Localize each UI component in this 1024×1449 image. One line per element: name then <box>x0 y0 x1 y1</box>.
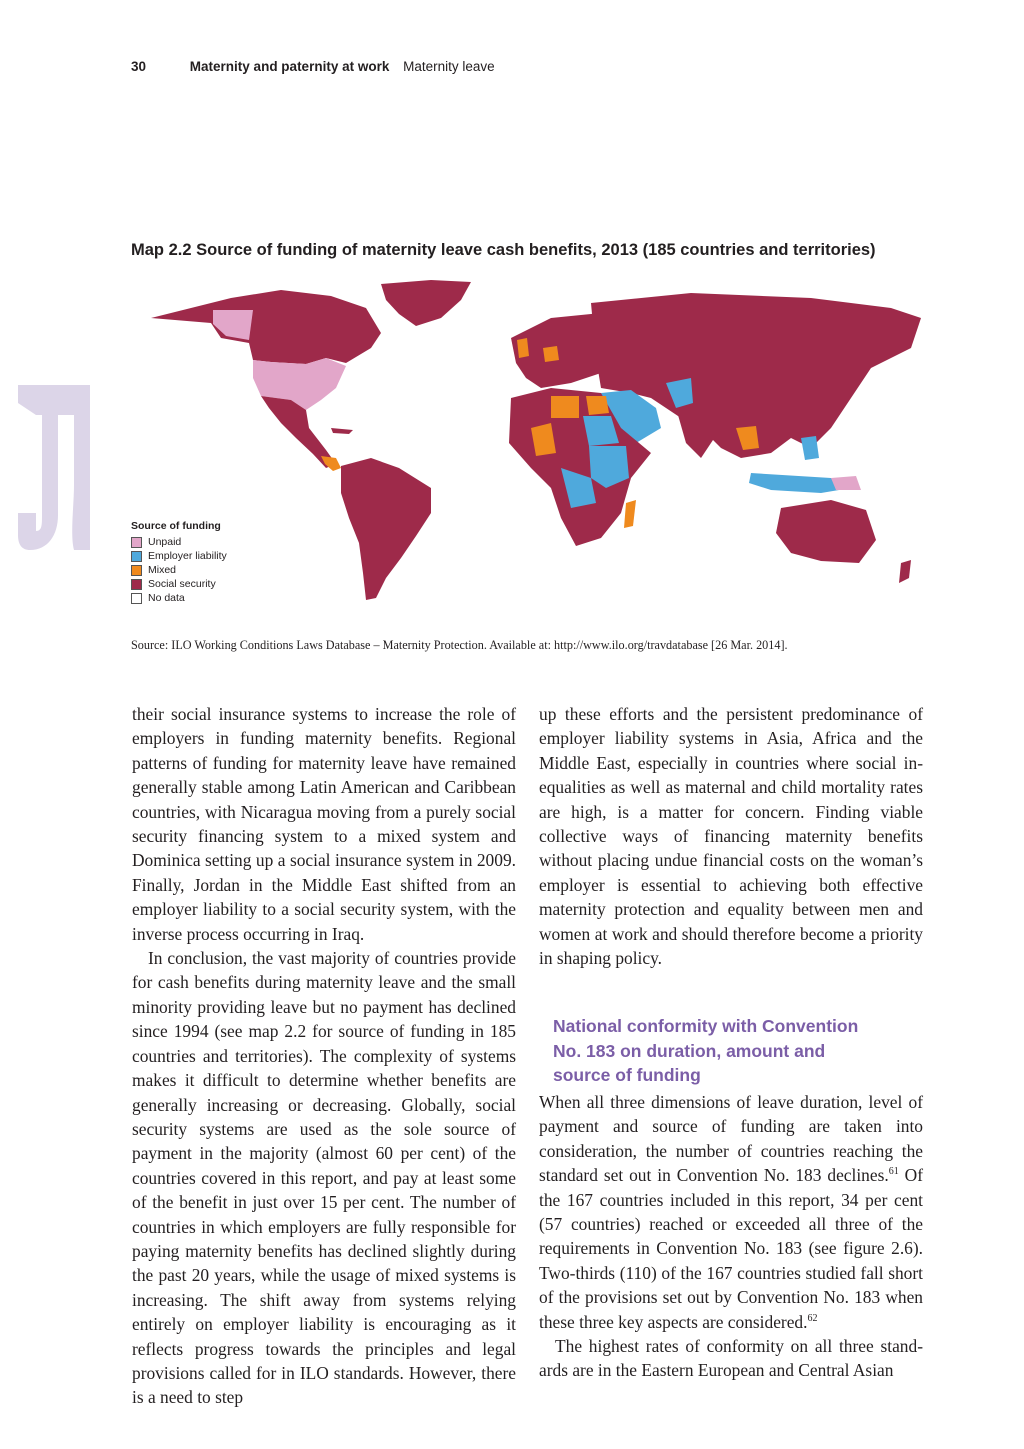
region-madagascar <box>624 500 636 528</box>
paragraph-text: When all three dimensions of leave duration, level of payment and source of funding are taken into consideration, the number of countries reaching the standard set out in Convention No. 183 declines. <box>539 1092 923 1186</box>
region-south-america <box>341 458 431 600</box>
body-column-right-lower <box>539 1090 923 1383</box>
legend-swatch <box>131 579 142 590</box>
legend-item-unpaid <box>131 535 227 549</box>
chapter-number-glyph <box>18 385 90 550</box>
body-paragraph: their social insurance systems to increase the role of employers in funding maternity benefits. Regional patterns of funding for maternity leave have remained generally stable among Latin American and Caribbean countries, with Nicaragua moving from a purely social security financing system to a mixed system and Dominica setting up a social insurance system in 2009. Finally, Jordan in the Middle East shifted from an employer liability to a social security system, with the inverse process occurring in Iraq. <box>132 704 516 944</box>
region-canada <box>151 290 381 364</box>
legend-swatch <box>131 593 142 604</box>
map-source-note: Source: ILO Working Conditions Laws Database – Maternity Protection. Available at: http://www.ilo.org/travdatabase [26 Mar. 2014]. <box>131 638 788 652</box>
region-germany <box>543 346 559 362</box>
footnote-ref[interactable]: 62 <box>807 1312 818 1324</box>
body-paragraph: The highest rates of conformity on all three standards are in the Eastern European and Central Asian <box>539 1336 923 1381</box>
legend-swatch <box>131 537 142 548</box>
body-paragraph: up these efforts and the persistent predominance of employer liability systems in Asia, Africa and the Middle East, especially in countries where social inequalities as well as maternal and child mortality rates are high, is a matter for concern. Finding viable collective ways of financing maternity benefits without placing undue financial costs on the woman’s employer is essential to achieving both effective maternity protection and equality between men and women at work and should therefore become a priority in shaping policy. <box>539 704 923 969</box>
footnote-ref[interactable]: 61 <box>888 1166 899 1178</box>
body-paragraph: In conclusion, the vast majority of countries provide for cash benefits during maternity leave and the small minority providing leave but no payment has declined since 1994 (see map 2.2 for source of funding in 185 countries and territories). The complexity of systems makes it difficult to determine whether benefits are generally increasing or decreasing. Globally, social security systems are used as the sole source of payment in the majority (almost 60 per cent) of the countries covered in this report, and pay at least some of the benefit in just over 15 per cent. The number of countries in which employers are fully responsible for paying maternity benefits has declined slightly during the past 20 years, while the usage of mixed systems is increasing. The shift away from systems relying entirely on employer liability is encouraging as it reflects progress towards the principles and legal provisions called for in ILO standards. However, there is a need to step <box>132 948 516 1408</box>
legend-item-no-data <box>131 591 227 605</box>
legend-item-employer-liability <box>131 549 227 563</box>
legend-label: Social security <box>148 578 216 590</box>
legend-title: Source of funding <box>131 520 221 532</box>
paragraph-text: Of the 167 countries included in this report, 34 per cent (57 countries) reached or exceeded all three of the requirements in Convention No. 183 (see figure 2.6). Two-thirds (110) of the 167 countries studied fall short of the provisions set out by Convention No. 183 when these three key aspects are considered. <box>539 1165 923 1332</box>
legend-label: Mixed <box>148 564 177 576</box>
region-libya-mixed <box>551 396 579 418</box>
region-india <box>676 403 721 458</box>
region-philippines <box>801 436 819 460</box>
legend-item-mixed <box>131 563 227 577</box>
world-map-graphic <box>131 278 924 613</box>
region-cuba <box>331 428 353 434</box>
legend-item-social-security <box>131 577 227 591</box>
legend-swatch <box>131 565 142 576</box>
region-png <box>831 476 861 490</box>
running-head <box>131 59 495 79</box>
legend-swatch <box>131 551 142 562</box>
section-heading: National conformity with Convention No. 183 on duration, amount and source of funding <box>553 1016 859 1085</box>
region-australia <box>776 500 876 563</box>
legend-label: Employer liability <box>148 550 227 562</box>
chapter-title: Maternity leave <box>403 59 495 74</box>
map-title: Map 2.2 Source of funding of maternity leave cash benefits, 2013 (185 countries and territories) <box>131 241 876 259</box>
legend-label: Unpaid <box>148 536 182 548</box>
region-greenland <box>381 280 471 326</box>
page-number: 30 <box>131 59 147 74</box>
region-uk <box>517 338 529 358</box>
body-column-right <box>539 702 923 970</box>
legend-label: No data <box>148 592 185 604</box>
region-egypt <box>586 396 609 415</box>
body-paragraph <box>539 1090 923 1334</box>
body-column-left <box>132 702 516 1410</box>
region-alaska <box>213 310 253 340</box>
map-legend <box>131 520 227 605</box>
world-map <box>131 278 924 613</box>
book-title: Maternity and paternity at work <box>189 59 390 74</box>
region-new-zealand <box>899 560 911 583</box>
chapter-number-tab <box>18 385 90 550</box>
